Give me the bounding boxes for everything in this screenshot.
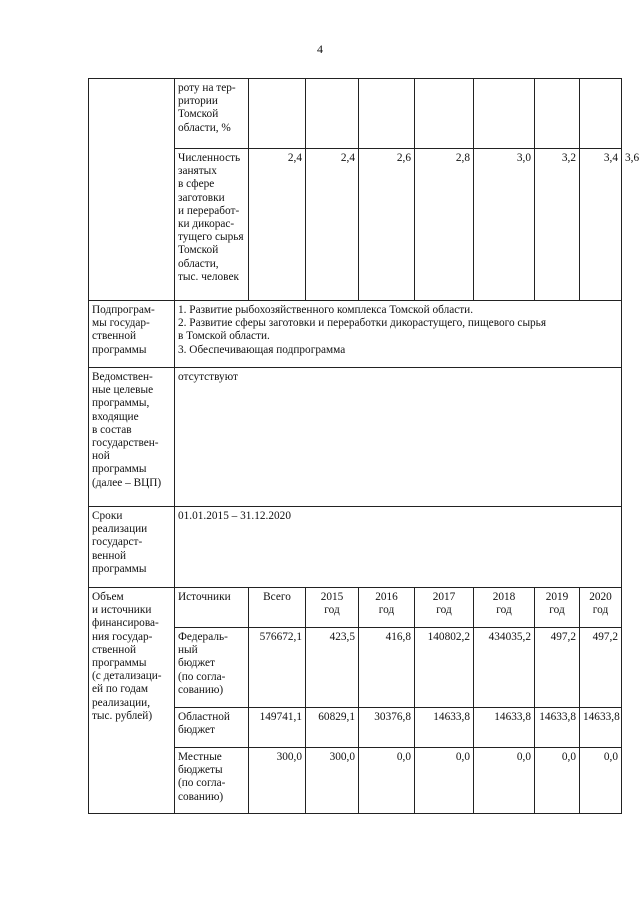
indicator-name (175, 149, 249, 301)
funding-value: 0,0 (580, 748, 622, 814)
indicator-text: Численность занятых в сфере заготовки и переработ- ки дикорас- тущего сырья Томской области, тыс. человек (178, 152, 244, 283)
funding-value: 149741,1 (249, 708, 306, 748)
indicator-value: 3,4 (580, 149, 622, 301)
funding-value: 0,0 (474, 748, 535, 814)
subprograms-label (89, 301, 175, 368)
funding-header-year: 2016 год (359, 588, 415, 628)
funding-value: 14633,8 (415, 708, 474, 748)
funding-value: 497,2 (580, 628, 622, 708)
indicator-row-1 (89, 79, 622, 149)
terms-row (89, 507, 622, 588)
indicator-value: 3,0 (474, 149, 535, 301)
vcp-label (89, 368, 175, 507)
funding-source-text: Местные бюджеты (по согла- сованию) (178, 751, 226, 803)
indicator-text: роту на тер- ритории Томской области, % (178, 82, 236, 134)
funding-value: 0,0 (415, 748, 474, 814)
funding-header-row (89, 588, 622, 628)
funding-value: 14633,8 (474, 708, 535, 748)
subprograms-label-text: Подпрограм- мы государ- ственной программы (92, 304, 155, 356)
funding-value: 14633,8 (535, 708, 580, 748)
funding-value: 0,0 (535, 748, 580, 814)
funding-header-year: 2018 год (474, 588, 535, 628)
page-number: 4 (317, 42, 323, 56)
funding-value: 30376,8 (359, 708, 415, 748)
funding-label (89, 588, 175, 814)
funding-value: 0,0 (359, 748, 415, 814)
indicator-value: 2,6 (359, 149, 415, 301)
funding-value: 576672,1 (249, 628, 306, 708)
funding-source (175, 748, 249, 814)
funding-value: 423,5 (306, 628, 359, 708)
terms-label (89, 507, 175, 588)
passport-table (88, 78, 640, 814)
funding-value: 14633,8 (580, 708, 622, 748)
funding-value: 300,0 (306, 748, 359, 814)
funding-source (175, 708, 249, 748)
funding-value: 497,2 (535, 628, 580, 708)
funding-header-source: Источники (175, 588, 249, 628)
indicator-value: 2,8 (415, 149, 474, 301)
funding-header-total: Всего (249, 588, 306, 628)
vcp-row (89, 368, 622, 507)
indicator-value: 2,4 (249, 149, 306, 301)
funding-source-text: Федераль- ный бюджет (по согла- сованию) (178, 631, 228, 696)
funding-header-year: 2017 год (415, 588, 474, 628)
empty-label-cell (89, 79, 175, 301)
subprograms-row (89, 301, 622, 368)
funding-value: 434035,2 (474, 628, 535, 708)
funding-value: 60829,1 (306, 708, 359, 748)
indicator-name (175, 79, 249, 149)
funding-value: 416,8 (359, 628, 415, 708)
funding-header-year: 2020 год (580, 588, 622, 628)
funding-value: 140802,2 (415, 628, 474, 708)
vcp-label-text: Ведомствен- ные целевые программы, входящие в состав государствен- ной программы (далее – ВЦП) (92, 371, 162, 489)
vcp-content: отсутствуют (175, 368, 622, 507)
subprograms-text: 1. Развитие рыбохозяйственного комплекса Томской области. 2. Развитие сферы заготовки и переработки дикорастущего, пищевого сырья в Томской области. 3. Обеспечивающая подпрограмма (178, 304, 547, 356)
terms-label-text: Сроки реализации государст- венной программы (92, 510, 148, 575)
funding-label-text: Объем и источники финансирова- ния государ- ственной программы (с детализаци- ей по годам реализации, тыс. рублей) (92, 591, 162, 722)
funding-header-year: 2015 год (306, 588, 359, 628)
funding-source (175, 628, 249, 708)
indicator-value: 2,4 (306, 149, 359, 301)
indicator-value: 3,2 (535, 149, 580, 301)
terms-content: 01.01.2015 – 31.12.2020 (175, 507, 622, 588)
indicator-row-2: Численность занятых в сфере заготовки и переработ- ки дикорас- тущего сырья Томской области, тыс. человек 2,4 2,4 2,6 2,8 3,0 3,2 3,4 3,6 (89, 149, 622, 301)
funding-header-year: 2019 год (535, 588, 580, 628)
funding-value: 300,0 (249, 748, 306, 814)
subprograms-content (175, 301, 622, 368)
funding-source-text: Областной бюджет (178, 711, 230, 737)
